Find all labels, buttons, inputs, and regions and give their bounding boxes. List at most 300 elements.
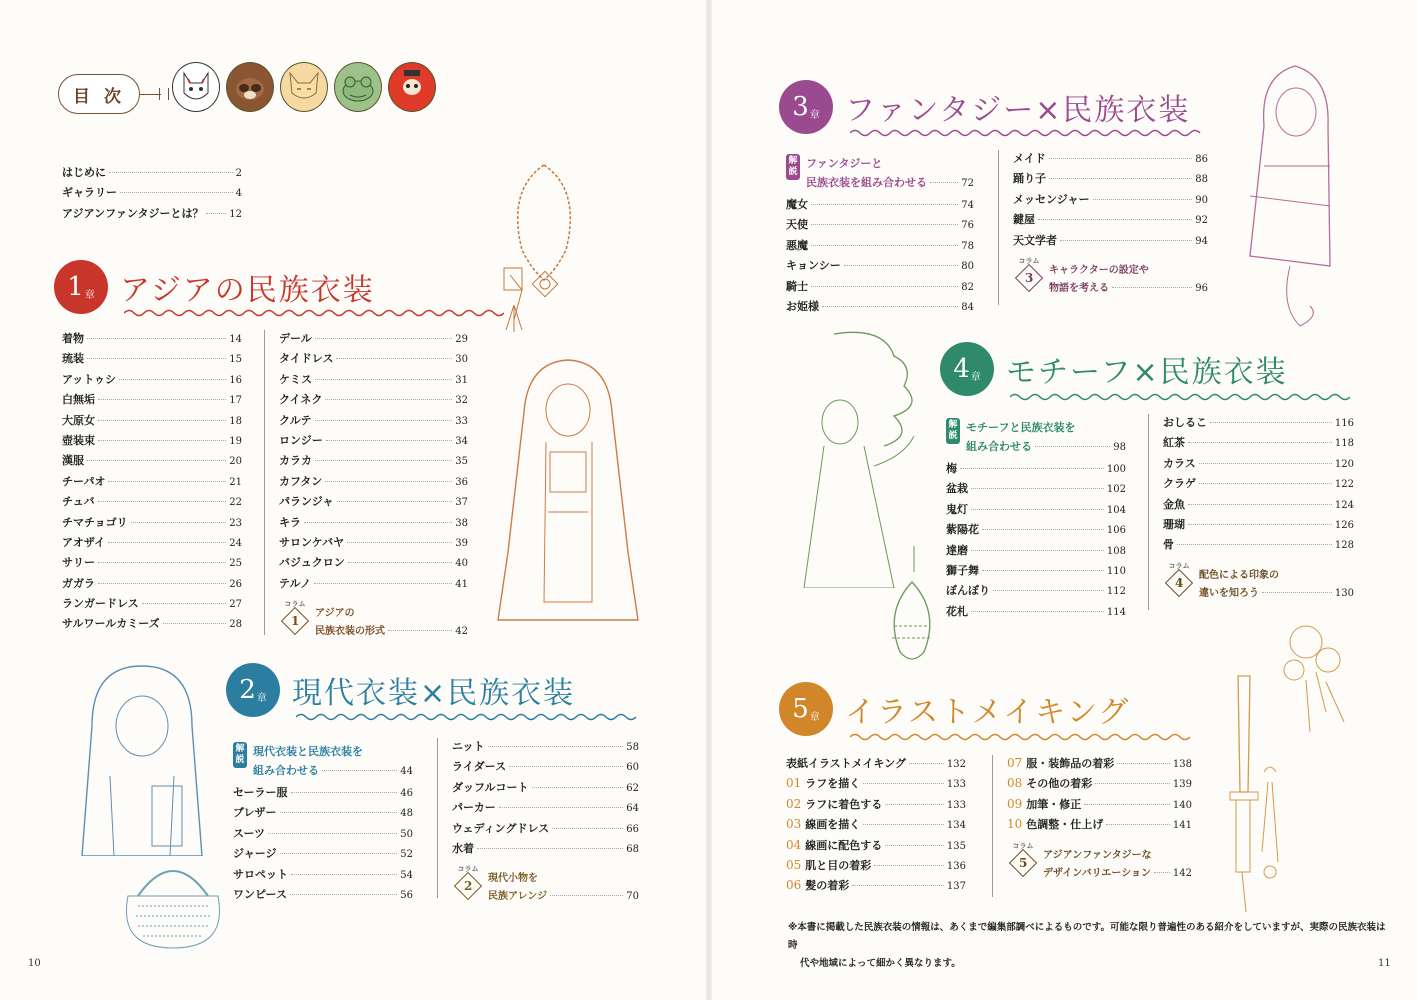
toc-entry[interactable] — [452, 840, 639, 860]
step-number: 05 — [786, 857, 802, 872]
column-line-1: キャラクターの設定や — [1049, 264, 1149, 276]
column-entry[interactable] — [452, 864, 639, 906]
entry-page: 74 — [961, 200, 974, 211]
lantern-charm-illustration — [880, 542, 944, 668]
entry-title: デール — [279, 332, 312, 345]
entry-title: カフタン — [279, 474, 323, 488]
toc-entry[interactable] — [452, 738, 639, 758]
entry-page: 90 — [1195, 194, 1208, 206]
entry-title: アオザイ — [62, 535, 106, 549]
dot-leader — [499, 807, 623, 808]
entry-title: 達磨 — [946, 543, 968, 557]
footnote-line-2: 代や地域によって細かく異なります。 — [800, 958, 961, 969]
toc-entry[interactable] — [233, 784, 413, 804]
kaisetsu-entry[interactable] — [233, 742, 413, 780]
toc-entry[interactable] — [62, 184, 242, 204]
entry-page: 30 — [455, 354, 468, 366]
entry-title: ダッフルコート — [452, 780, 529, 794]
toc-entry[interactable] — [233, 886, 413, 906]
diamond-icon — [281, 607, 309, 635]
entry-title: 花札 — [946, 604, 968, 618]
toc-entry[interactable] — [452, 779, 639, 799]
entry-page: 46 — [400, 788, 413, 799]
toc-entry[interactable] — [279, 514, 468, 534]
dot-leader — [971, 509, 1104, 510]
entry-page: 26 — [229, 578, 242, 590]
kaisetsu-line-2: 組み合わせる — [253, 764, 319, 777]
toc-entry[interactable] — [62, 164, 242, 184]
toc-entry[interactable] — [786, 257, 974, 277]
chapter-kanji: 章 — [809, 109, 820, 121]
column-mark — [452, 864, 484, 896]
entry-page: 23 — [229, 517, 242, 529]
toc-entry[interactable] — [946, 582, 1126, 602]
entry-page: 116 — [1334, 418, 1354, 429]
entry-page: 136 — [946, 860, 966, 872]
entry-title: ジャージ — [233, 847, 277, 861]
chapter-5-wave-rule — [850, 732, 1198, 742]
toc-entry[interactable] — [946, 542, 1126, 562]
column-entry[interactable] — [1007, 841, 1192, 883]
entry-title: 魔女 — [786, 198, 808, 211]
fantasy-woman-illustration — [1220, 56, 1370, 336]
toc-entry[interactable] — [233, 825, 413, 845]
entry-page: 16 — [229, 374, 242, 386]
entry-title: アジアンファンタジーとは？ — [62, 206, 204, 220]
toc-entry[interactable] — [62, 615, 242, 635]
toc-entry[interactable] — [279, 473, 468, 493]
kaisetsu-line-2: 組み合わせる — [966, 440, 1032, 453]
sword-illustration — [1216, 672, 1288, 918]
chapter-kanji: 章 — [809, 711, 820, 723]
toc-entry[interactable] — [62, 595, 242, 615]
toc-entry[interactable] — [946, 460, 1126, 480]
page-number-left: 10 — [28, 958, 41, 969]
dot-leader — [304, 522, 452, 523]
entry-title: ラフを描く — [805, 777, 861, 791]
tanuki-mask-icon — [226, 62, 274, 112]
entry-title: バジュクロン — [279, 556, 345, 570]
toc-entry[interactable] — [1163, 496, 1354, 516]
toc-entry[interactable] — [279, 432, 468, 452]
toc-entry[interactable] — [786, 837, 966, 857]
chapter-4-heading[interactable] — [940, 342, 1288, 396]
entry-page: 132 — [946, 759, 966, 770]
entry-page: 52 — [400, 849, 413, 861]
dot-leader — [388, 630, 452, 631]
entry-page: 118 — [1334, 438, 1354, 450]
toc-entry[interactable] — [786, 857, 966, 877]
entry-page: 37 — [455, 497, 468, 509]
toc-entry[interactable] — [1013, 211, 1208, 231]
toc-entry[interactable] — [279, 493, 468, 513]
chapter-5-heading[interactable] — [779, 682, 1130, 736]
diamond-icon — [1165, 569, 1193, 597]
chapter-4-wave-rule — [1010, 392, 1350, 402]
toc-entry[interactable] — [786, 816, 966, 836]
entry-title: おしるこ — [1163, 416, 1207, 429]
toc-entry[interactable] — [786, 796, 966, 816]
dot-leader — [120, 192, 233, 193]
step-number: 08 — [1007, 776, 1023, 791]
entry-page: 50 — [400, 828, 413, 840]
entry-page: 54 — [400, 869, 413, 881]
column-number: 4 — [1174, 575, 1184, 590]
column-label: コラム — [284, 600, 306, 609]
toc-entry[interactable] — [62, 391, 242, 411]
dot-leader — [1188, 524, 1332, 525]
toc-entry[interactable] — [1163, 516, 1354, 536]
toc-entry[interactable] — [1007, 796, 1192, 816]
dot-leader — [909, 763, 944, 764]
dot-leader — [863, 783, 944, 784]
toc-entry[interactable] — [452, 820, 639, 840]
dot-leader — [971, 488, 1104, 489]
dot-leader — [325, 399, 452, 400]
column-number: 5 — [1018, 855, 1028, 870]
entry-title: キラ — [279, 515, 301, 529]
toc-entry[interactable] — [786, 775, 966, 795]
entry-page: 110 — [1106, 565, 1126, 577]
toc-entry[interactable] — [452, 758, 639, 778]
entry-page: 41 — [455, 578, 468, 590]
toc-entry[interactable] — [1007, 755, 1192, 775]
column-line-1: アジアンファンタジーな — [1043, 849, 1152, 861]
toc-entry[interactable] — [62, 330, 242, 350]
kaisetsu-tag: 解説 — [786, 154, 800, 180]
entry-page: 98 — [1113, 442, 1126, 453]
dot-leader — [1106, 824, 1170, 825]
entry-title: チュバ — [62, 495, 95, 509]
dot-leader — [98, 440, 226, 441]
toc-entry[interactable] — [1013, 150, 1208, 170]
column-label: コラム — [457, 865, 479, 874]
entry-page: 31 — [455, 374, 468, 386]
entry-page: 137 — [946, 881, 966, 893]
dot-leader — [811, 245, 958, 246]
entry-page: 70 — [626, 891, 639, 903]
column-line-2: 違いを知ろう — [1199, 587, 1259, 599]
entry-page: 29 — [455, 334, 468, 345]
toc-entry[interactable] — [233, 804, 413, 824]
toc-entry[interactable] — [62, 575, 242, 595]
toc-entry[interactable] — [1013, 170, 1208, 190]
toc-entry[interactable] — [279, 575, 468, 595]
entry-title: ウェディングドレス — [452, 821, 550, 835]
entry-page: 120 — [1334, 458, 1354, 470]
chapter-1-left-list — [62, 330, 242, 636]
kaisetsu-line-1: 現代衣装と民族衣装を — [253, 745, 363, 758]
toc-entry[interactable] — [1163, 414, 1354, 434]
toc-entry[interactable] — [62, 473, 242, 493]
entry-page: 133 — [946, 779, 966, 791]
toc-entry[interactable] — [786, 237, 974, 257]
toc-entry[interactable] — [279, 391, 468, 411]
column-mark — [1013, 256, 1045, 288]
entry-page: 34 — [455, 435, 468, 447]
toc-entry[interactable] — [62, 514, 242, 534]
entry-title: パランジャ — [279, 495, 334, 509]
entry-page: 108 — [1106, 545, 1126, 557]
toc-entry[interactable] — [946, 562, 1126, 582]
entry-page: 20 — [229, 456, 242, 468]
dot-leader — [163, 623, 227, 624]
toc-entry[interactable] — [452, 799, 639, 819]
toc-entry[interactable] — [62, 554, 242, 574]
entry-title: 紫陽花 — [946, 523, 979, 537]
column-line-1: 配色による印象の — [1199, 569, 1279, 581]
toc-entry[interactable] — [279, 371, 468, 391]
entry-title: ニット — [452, 740, 485, 753]
toc-entry[interactable] — [233, 866, 413, 886]
chapter-3-heading[interactable] — [779, 80, 1190, 134]
dot-leader — [532, 787, 624, 788]
chapter-1-circle — [54, 260, 108, 314]
dot-leader — [315, 460, 452, 461]
entry-page: 102 — [1106, 484, 1126, 496]
toc-entry[interactable] — [62, 412, 242, 432]
entry-title: カラカ — [279, 454, 312, 468]
entry-title: 盆栽 — [946, 482, 968, 496]
entry-page: 64 — [626, 803, 639, 815]
dot-leader — [347, 542, 452, 543]
entry-page: 80 — [961, 261, 974, 273]
entry-page: 33 — [455, 415, 468, 427]
kaisetsu-tag: 解説 — [946, 418, 960, 444]
dot-leader — [326, 440, 453, 441]
entry-title: 鬼灯 — [946, 502, 968, 516]
entry-page: 66 — [626, 823, 639, 835]
step-number: 06 — [786, 878, 802, 893]
toc-entry[interactable] — [1163, 475, 1354, 495]
column-mark — [279, 599, 311, 631]
toc-entry[interactable] — [1013, 232, 1208, 252]
toc-entry[interactable] — [62, 205, 242, 225]
entry-title: ブレザー — [233, 806, 277, 820]
chapter-title: アジアの民族衣装 — [120, 273, 375, 308]
toc-entry[interactable] — [62, 493, 242, 513]
toc-entry[interactable] — [62, 350, 242, 370]
step-number: 09 — [1007, 796, 1023, 811]
entry-title: 白無垢 — [62, 393, 95, 407]
toc-entry[interactable] — [279, 412, 468, 432]
intro-list — [62, 164, 242, 225]
entry-page: 112 — [1106, 586, 1126, 598]
step-number: 03 — [786, 817, 802, 832]
kaisetsu-line-1: モチーフと民族衣装を — [966, 421, 1076, 434]
entry-page: 40 — [455, 558, 468, 570]
chapter-kanji: 章 — [256, 692, 267, 704]
dot-leader — [1035, 446, 1110, 447]
entry-page: 126 — [1334, 519, 1354, 531]
dot-leader — [1199, 463, 1332, 464]
entry-page: 133 — [946, 799, 966, 811]
dot-leader — [98, 501, 227, 502]
entry-page: 62 — [626, 782, 639, 794]
chapter-3-left-list — [786, 150, 974, 318]
dot-leader — [852, 885, 944, 886]
toc-entry[interactable] — [279, 534, 468, 554]
toc-entry[interactable] — [946, 501, 1126, 521]
column-entry[interactable] — [279, 599, 468, 641]
toc-entry[interactable] — [279, 452, 468, 472]
hoodie-girl-illustration — [62, 656, 222, 856]
dot-leader — [1038, 219, 1192, 220]
dot-leader — [206, 213, 226, 214]
book-gutter — [706, 0, 712, 1000]
toc-entry[interactable] — [233, 845, 413, 865]
dot-leader — [1210, 422, 1332, 423]
dot-leader — [885, 804, 944, 805]
entry-title: ガガラ — [62, 576, 95, 590]
dot-leader — [98, 399, 226, 400]
dot-leader — [982, 529, 1104, 530]
dot-leader — [336, 358, 452, 359]
entry-page: 25 — [229, 558, 242, 570]
entry-title: ワンピース — [233, 887, 288, 901]
entry-title: 服・装飾品の着彩 — [1026, 757, 1115, 770]
toc-entry[interactable] — [62, 432, 242, 452]
entry-page: 134 — [946, 820, 966, 832]
dot-leader — [108, 542, 226, 543]
dot-leader — [811, 224, 958, 225]
kaisetsu-tag: 解説 — [233, 742, 247, 768]
entry-page: 14 — [229, 334, 242, 345]
toc-entry[interactable] — [62, 534, 242, 554]
entry-title: ライダース — [452, 760, 507, 774]
dot-leader — [1093, 199, 1193, 200]
toc-entry[interactable] — [1007, 775, 1192, 795]
chapter-number: 4 — [953, 354, 970, 384]
entry-title: 天使 — [786, 218, 808, 232]
dot-leader — [477, 848, 623, 849]
toc-label: 目 次 — [73, 86, 125, 107]
entry-page: 2 — [235, 168, 242, 179]
dot-leader — [315, 338, 452, 339]
entry-title: お姫様 — [786, 299, 819, 313]
entry-page: 94 — [1195, 235, 1208, 247]
entry-page: 82 — [961, 281, 974, 293]
toc-entry[interactable] — [279, 554, 468, 574]
step-number: 04 — [786, 837, 802, 852]
chapter-5-right-list — [992, 755, 1192, 897]
dot-leader — [1049, 158, 1192, 159]
entry-page: 124 — [1334, 499, 1354, 511]
toc-entry[interactable] — [1163, 536, 1354, 556]
entry-page: 22 — [229, 497, 242, 509]
chapter-4-circle — [940, 342, 994, 396]
column-number: 2 — [463, 879, 473, 894]
dot-leader — [98, 583, 226, 584]
entry-page: 35 — [455, 456, 468, 468]
entry-title: 線画を描く — [805, 818, 861, 832]
dot-leader — [1112, 287, 1192, 288]
toc-entry[interactable] — [1013, 191, 1208, 211]
toc-entry[interactable] — [279, 330, 468, 350]
dot-leader — [885, 845, 944, 846]
toc-entry[interactable] — [946, 603, 1126, 623]
toc-entry[interactable] — [62, 452, 242, 472]
chapter-1-heading[interactable] — [54, 260, 375, 314]
entry-page: 114 — [1106, 606, 1126, 618]
entry-title: 珊瑚 — [1163, 517, 1185, 531]
kaisetsu-entry[interactable] — [946, 418, 1126, 456]
toc-entry[interactable] — [1163, 455, 1354, 475]
dot-leader — [87, 460, 226, 461]
kaisetsu-entry[interactable] — [786, 154, 974, 192]
kaisetsu-line-2: 民族衣装を組み合わせる — [806, 176, 927, 189]
entry-page: 18 — [229, 415, 242, 427]
column-line-2: 物語を考える — [1049, 282, 1109, 294]
entry-title: 踊り子 — [1013, 172, 1046, 186]
entry-title: アットゥシ — [62, 372, 116, 386]
dot-leader — [874, 865, 944, 866]
chapter-title: イラストメイキング — [845, 695, 1131, 730]
entry-page: 4 — [235, 188, 242, 200]
chapter-5-left-list — [786, 755, 966, 898]
entry-title: 獅子舞 — [946, 563, 979, 577]
entry-title: 表紙イラストメイキング — [786, 757, 907, 770]
entry-page: 106 — [1106, 525, 1126, 537]
dot-leader — [488, 746, 624, 747]
entry-page: 68 — [626, 843, 639, 855]
entry-title: その他の着彩 — [1026, 777, 1093, 791]
dot-leader — [1049, 178, 1192, 179]
toc-entry[interactable] — [62, 371, 242, 391]
toc-entry[interactable] — [786, 298, 974, 318]
daruma-icon — [388, 62, 436, 112]
entry-title: 鍵屋 — [1013, 213, 1035, 227]
toc-entry[interactable] — [1163, 434, 1354, 454]
entry-title: 騎士 — [786, 279, 808, 293]
dot-leader — [268, 833, 397, 834]
dot-leader — [971, 550, 1104, 551]
dot-leader — [142, 603, 227, 604]
chapter-2-heading[interactable] — [226, 663, 575, 717]
entry-page: 76 — [961, 220, 974, 232]
toc-entry[interactable] — [946, 480, 1126, 500]
toc-entry[interactable] — [946, 521, 1126, 541]
entry-title: 肌と目の着彩 — [805, 858, 872, 872]
toc-entry[interactable] — [279, 350, 468, 370]
dot-leader — [811, 286, 958, 287]
column-entry[interactable] — [1013, 256, 1208, 298]
entry-page: 42 — [455, 626, 468, 638]
chapter-2-circle — [226, 663, 280, 717]
entry-title: ぼんぼり — [946, 584, 990, 598]
toc-entry[interactable] — [786, 216, 974, 236]
dot-leader — [290, 894, 397, 895]
entry-title: サリー — [62, 556, 95, 570]
dot-leader — [863, 824, 944, 825]
toc-entry[interactable] — [786, 877, 966, 897]
toc-entry[interactable] — [786, 755, 966, 775]
dot-leader — [108, 481, 226, 482]
toc-entry[interactable] — [786, 278, 974, 298]
entry-page: 135 — [946, 840, 966, 852]
chapter-kanji: 章 — [84, 289, 95, 301]
dot-leader — [119, 379, 226, 380]
entry-page: 58 — [626, 742, 639, 753]
toc-badge — [58, 74, 140, 114]
entry-page: 92 — [1195, 215, 1208, 227]
column-entry[interactable] — [1163, 561, 1354, 603]
entry-page: 15 — [229, 354, 242, 366]
footnote-line-1: ※本書に掲載した民族衣装の情報は、あくまで編集部調べによるものです。可能な限り普遍性のある紹介をしていますが、実際の民族衣装は時 — [788, 922, 1386, 951]
dot-leader — [87, 358, 226, 359]
toc-entry[interactable] — [786, 196, 974, 216]
toc-entry[interactable] — [1007, 816, 1192, 836]
